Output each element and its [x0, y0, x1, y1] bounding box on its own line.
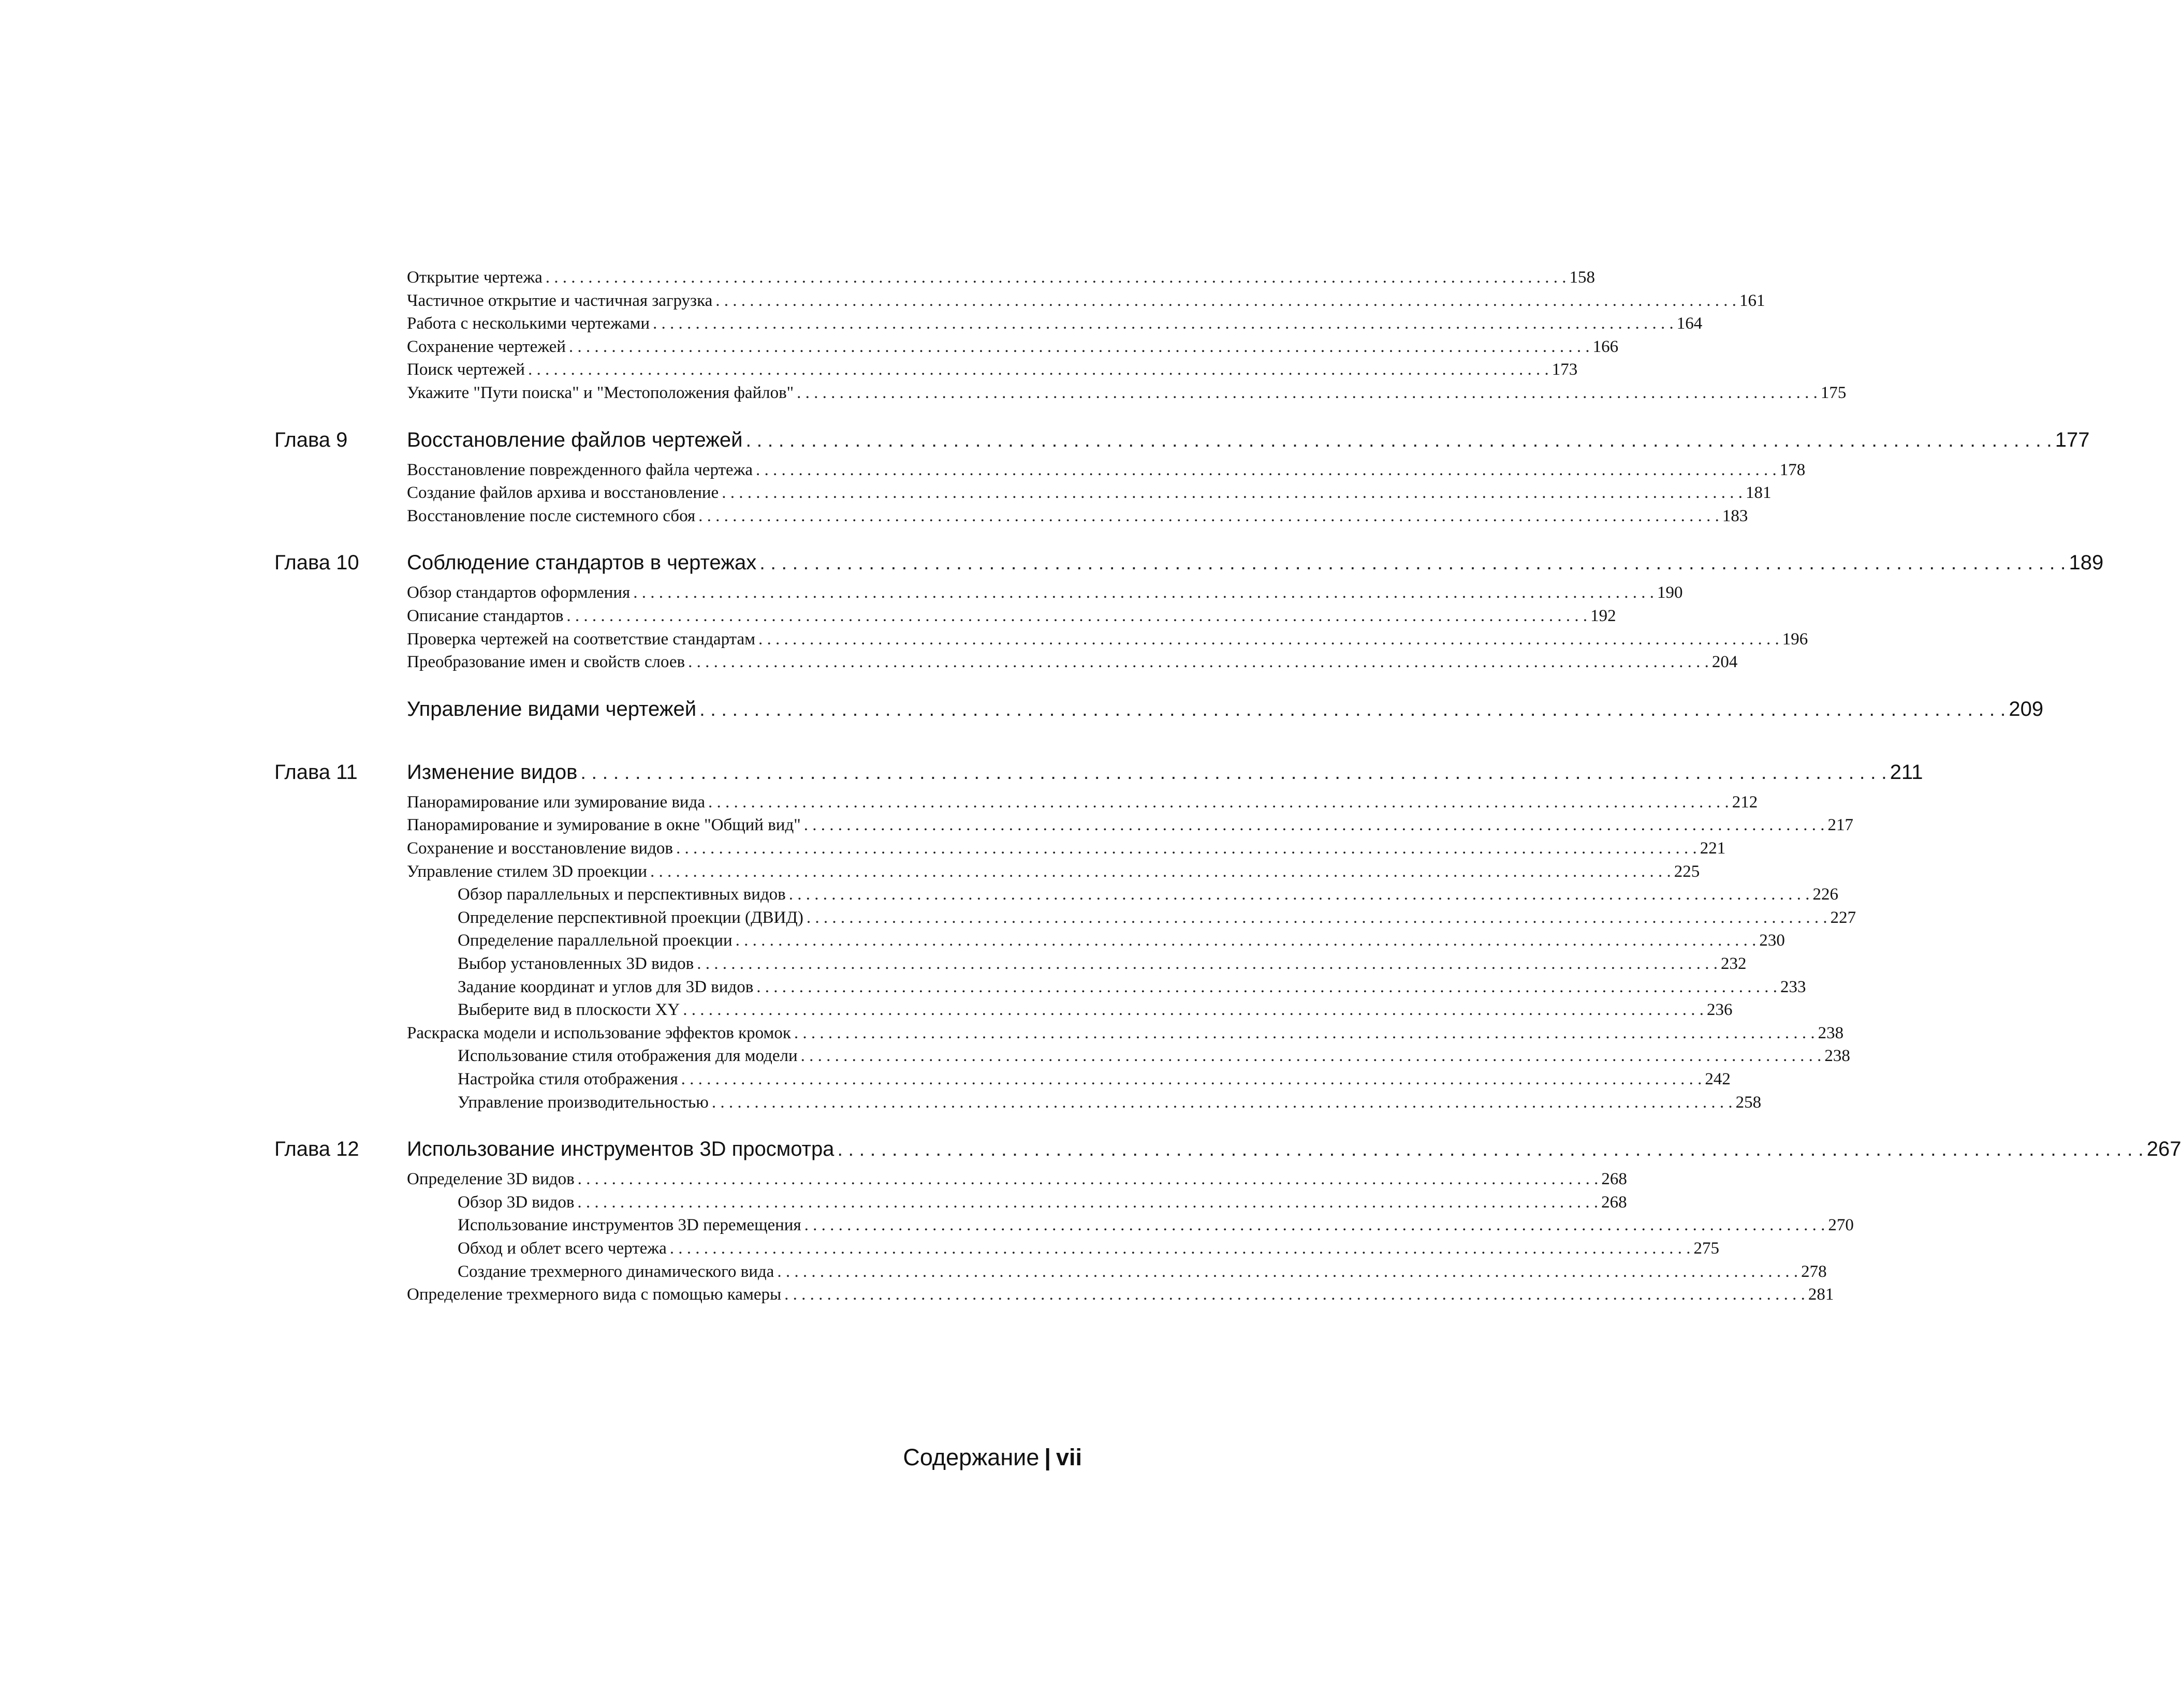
- toc-title: Использование инструментов 3D перемещения: [458, 1216, 801, 1235]
- dot-leader: . . . . . . . . . . . . . . . . . . . . . . . . . . . . . . . . . . . . . . . . . . . . . . . . . . . . . . . . . . . . . . . . . . . . . . . . . . . . . . . . . . . . . . . . . . . . . . . . . . . . . . . . . . . . . . . . . . . . . . . .: [777, 1262, 1798, 1281]
- dot-leader: . . . . . . . . . . . . . . . . . . . . . . . . . . . . . . . . . . . . . . . . . . . . . . . . . . . . . . . . . . . . . . . . . . . . . . . . . . . . . . . . . . . . . . . . . . . . . . . . . . . . . . . . . . . . . . . . . . . . . . . .: [697, 954, 1718, 973]
- dot-leader: . . . . . . . . . . . . . . . . . . . . . . . . . . . . . . . . . . . . . . . . . . . . . . . . . . . . . . . . . . . . . . . . . . . . . . . . . . . . . . . . . . . . . . . . . . . . . . . . . . . . . . . . . . . . . . . . . . . . . . . .: [722, 483, 1743, 503]
- toc-page-number: 236: [1706, 1000, 1733, 1020]
- dot-leader: . . . . . . . . . . . . . . . . . . . . . . . . . . . . . . . . . . . . . . . . . . . . . . . . . . . . . . . . . . . . . . . . . . . . . . . . . . . . . . . . . . . . . . . . . . . . . . . . . . . . . . . . . . . . . . . . . . . . . . . .: [577, 1192, 1599, 1212]
- toc-page-number: 268: [1601, 1192, 1627, 1212]
- toc-entry-row: [407, 1168, 1627, 1190]
- dot-leader: . . . . . . . . . . . . . . . . . . . . . . . . . . . . . . . . . . . . . . . . . . . . . . . . . . . . . . . . . . . . . . . . . . . . . . . . . . . . . . . . . . . . . . . . . . . . . . . . . . . . . . . . . . . . . . . . . . . . . . . .: [699, 698, 2006, 720]
- toc-entry-row: [407, 814, 1853, 836]
- toc-title: Определение 3D видов: [407, 1170, 575, 1189]
- dot-leader: . . . . . . . . . . . . . . . . . . . . . . . . . . . . . . . . . . . . . . . . . . . . . . . . . . . . . . . . . . . . . . . . . . . . . . . . . . . . . . . . . . . . . . . . . . . . . . . . . . . . . . . . . . . . . . . . . . . . . . . .: [806, 908, 1827, 927]
- toc-title: Обзор параллельных и перспективных видов: [458, 885, 786, 904]
- dot-leader: . . . . . . . . . . . . . . . . . . . . . . . . . . . . . . . . . . . . . . . . . . . . . . . . . . . . . . . . . . . . . . . . . . . . . . . . . . . . . . . . . . . . . . . . . . . . . . . . . . . . . . . . . . . . . . . . . . . . . . . .: [800, 1047, 1822, 1066]
- toc-entry-row: [407, 481, 1772, 504]
- dot-leader: . . . . . . . . . . . . . . . . . . . . . . . . . . . . . . . . . . . . . . . . . . . . . . . . . . . . . . . . . . . . . . . . . . . . . . . . . . . . . . . . . . . . . . . . . . . . . . . . . . . . . . . . . . . . . . . . . . . . . . . .: [759, 552, 2066, 575]
- dot-leader: . . . . . . . . . . . . . . . . . . . . . . . . . . . . . . . . . . . . . . . . . . . . . . . . . . . . . . . . . . . . . . . . . . . . . . . . . . . . . . . . . . . . . . . . . . . . . . . . . . . . . . . . . . . . . . . . . . . . . . . .: [745, 429, 2052, 451]
- toc-entry-row: [407, 381, 1847, 404]
- toc-title: Определение перспективной проекции (ДВИД): [458, 908, 803, 927]
- toc-entry-row: [458, 1044, 1850, 1067]
- toc-chapter-row: [407, 1136, 2181, 1162]
- toc-page-number: 166: [1592, 337, 1619, 356]
- toc-title: Определение трехмерного вида с помощью камеры: [407, 1285, 782, 1304]
- dot-leader: . . . . . . . . . . . . . . . . . . . . . . . . . . . . . . . . . . . . . . . . . . . . . . . . . . . . . . . . . . . . . . . . . . . . . . . . . . . . . . . . . . . . . . . . . . . . . . . . . . . . . . . . . . . . . . . . . . . . . . . .: [803, 816, 1825, 835]
- toc-title: Сохранение и восстановление видов: [407, 839, 673, 858]
- toc-entry-row: [458, 929, 1785, 952]
- toc-page-number: 242: [1705, 1070, 1731, 1088]
- toc-title: Выберите вид в плоскости XY: [458, 1000, 680, 1020]
- dot-leader: . . . . . . . . . . . . . . . . . . . . . . . . . . . . . . . . . . . . . . . . . . . . . . . . . . . . . . . . . . . . . . . . . . . . . . . . . . . . . . . . . . . . . . . . . . . . . . . . . . . . . . . . . . . . . . . . . . . . . . . .: [698, 506, 1719, 525]
- toc-title: Определение параллельной проекции: [458, 931, 733, 950]
- toc-entry-row: [407, 651, 1738, 673]
- dot-leader: . . . . . . . . . . . . . . . . . . . . . . . . . . . . . . . . . . . . . . . . . . . . . . . . . . . . . . . . . . . . . . . . . . . . . . . . . . . . . . . . . . . . . . . . . . . . . . . . . . . . . . . . . . . . . . . . . . . . . . . .: [633, 583, 1654, 602]
- toc-title: Укажите "Пути поиска" и "Местоположения файлов": [407, 384, 794, 402]
- toc-entry-row: [407, 266, 1596, 289]
- toc-entry-row: [407, 289, 1765, 312]
- dot-leader: . . . . . . . . . . . . . . . . . . . . . . . . . . . . . . . . . . . . . . . . . . . . . . . . . . . . . . . . . . . . . . . . . . . . . . . . . . . . . . . . . . . . . . . . . . . . . . . . . . . . . . . . . . . . . . . . . . . . . . . .: [756, 977, 1778, 996]
- dot-leader: . . . . . . . . . . . . . . . . . . . . . . . . . . . . . . . . . . . . . . . . . . . . . . . . . . . . . . . . . . . . . . . . . . . . . . . . . . . . . . . . . . . . . . . . . . . . . . . . . . . . . . . . . . . . . . . . . . . . . . . .: [653, 314, 1674, 333]
- toc-title: Открытие чертежа: [407, 268, 543, 287]
- toc-entry-row: [407, 505, 1748, 527]
- dot-leader: . . . . . . . . . . . . . . . . . . . . . . . . . . . . . . . . . . . . . . . . . . . . . . . . . . . . . . . . . . . . . . . . . . . . . . . . . . . . . . . . . . . . . . . . . . . . . . . . . . . . . . . . . . . . . . . . . . . . . . . .: [545, 268, 1567, 287]
- footer-separator: |: [1044, 1444, 1051, 1470]
- toc-title: Преобразование имен и свойств слоев: [407, 653, 685, 672]
- toc-page-number: 268: [1601, 1170, 1627, 1189]
- toc-page-number: 232: [1720, 954, 1747, 973]
- toc-entry-row: [407, 605, 1616, 627]
- toc-page-number: 189: [2069, 551, 2104, 575]
- toc-entry-row: [458, 1214, 1854, 1236]
- toc-title: Изменение видов: [407, 760, 578, 784]
- toc-entry-row: [458, 1068, 1731, 1091]
- toc-title: Использование инструментов 3D просмотра: [407, 1138, 835, 1161]
- toc-entry-row: [407, 791, 1758, 814]
- toc-page-number: 190: [1657, 583, 1683, 602]
- toc-page-number: 221: [1700, 839, 1726, 858]
- toc-title: Обзор стандартов оформления: [407, 583, 631, 602]
- toc-title: Раскраска модели и использование эффектов кромок: [407, 1023, 791, 1042]
- dot-leader: . . . . . . . . . . . . . . . . . . . . . . . . . . . . . . . . . . . . . . . . . . . . . . . . . . . . . . . . . . . . . . . . . . . . . . . . . . . . . . . . . . . . . . . . . . . . . . . . . . . . . . . . . . . . . . . . . . . . . . . .: [568, 337, 1590, 356]
- dot-leader: . . . . . . . . . . . . . . . . . . . . . . . . . . . . . . . . . . . . . . . . . . . . . . . . . . . . . . . . . . . . . . . . . . . . . . . . . . . . . . . . . . . . . . . . . . . . . . . . . . . . . . . . . . . . . . . . . . . . . . . .: [688, 653, 1709, 672]
- toc-entry-row: [458, 883, 1839, 906]
- toc-title: Обход и облет всего чертежа: [458, 1239, 667, 1258]
- dot-leader: . . . . . . . . . . . . . . . . . . . . . . . . . . . . . . . . . . . . . . . . . . . . . . . . . . . . . . . . . . . . . . . . . . . . . . . . . . . . . . . . . . . . . . . . . . . . . . . . . . . . . . . . . . . . . . . . . . . . . . . .: [683, 1000, 1704, 1020]
- toc-page-number: 158: [1569, 268, 1596, 287]
- toc-title: Частичное открытие и частичная загрузка: [407, 291, 713, 310]
- toc-entry-row: [458, 1237, 1719, 1260]
- dot-leader: . . . . . . . . . . . . . . . . . . . . . . . . . . . . . . . . . . . . . . . . . . . . . . . . . . . . . . . . . . . . . . . . . . . . . . . . . . . . . . . . . . . . . . . . . . . . . . . . . . . . . . . . . . . . . . . . . . . . . . . .: [577, 1170, 1599, 1189]
- toc-page-number: 164: [1676, 314, 1703, 333]
- toc-page-number: 238: [1818, 1023, 1844, 1042]
- toc-page-number: 238: [1824, 1047, 1850, 1066]
- toc-chapter-row: [407, 759, 1923, 786]
- toc-page-number: 196: [1782, 629, 1808, 649]
- dot-leader: . . . . . . . . . . . . . . . . . . . . . . . . . . . . . . . . . . . . . . . . . . . . . . . . . . . . . . . . . . . . . . . . . . . . . . . . . . . . . . . . . . . . . . . . . . . . . . . . . . . . . . . . . . . . . . . . . . . . . . . .: [681, 1070, 1702, 1088]
- dot-leader: . . . . . . . . . . . . . . . . . . . . . . . . . . . . . . . . . . . . . . . . . . . . . . . . . . . . . . . . . . . . . . . . . . . . . . . . . . . . . . . . . . . . . . . . . . . . . . . . . . . . . . . . . . . . . . . . . . . . . . . .: [566, 607, 1588, 625]
- toc-page-number: 178: [1779, 460, 1806, 479]
- toc-page-number: 212: [1732, 792, 1758, 812]
- toc-title: Поиск чертежей: [407, 360, 525, 379]
- toc-title: Управление стилем 3D проекции: [407, 862, 648, 881]
- toc-chapter-row: [407, 696, 2044, 723]
- toc-title: Описание стандартов: [407, 607, 564, 625]
- toc-title: Проверка чертежей на соответствие стандартам: [407, 629, 755, 649]
- toc-entry-row: [407, 581, 1683, 604]
- toc-title: Выбор установленных 3D видов: [458, 954, 694, 973]
- toc-title: Управление производительностью: [458, 1093, 709, 1112]
- dot-leader: . . . . . . . . . . . . . . . . . . . . . . . . . . . . . . . . . . . . . . . . . . . . . . . . . . . . . . . . . . . . . . . . . . . . . . . . . . . . . . . . . . . . . . . . . . . . . . . . . . . . . . . . . . . . . . . . . . . . . . . .: [837, 1139, 2144, 1161]
- dot-leader: . . . . . . . . . . . . . . . . . . . . . . . . . . . . . . . . . . . . . . . . . . . . . . . . . . . . . . . . . . . . . . . . . . . . . . . . . . . . . . . . . . . . . . . . . . . . . . . . . . . . . . . . . . . . . . . . . . . . . . . .: [676, 839, 1697, 858]
- toc-page-number: 175: [1820, 384, 1847, 402]
- dot-leader: . . . . . . . . . . . . . . . . . . . . . . . . . . . . . . . . . . . . . . . . . . . . . . . . . . . . . . . . . . . . . . . . . . . . . . . . . . . . . . . . . . . . . . . . . . . . . . . . . . . . . . . . . . . . . . . . . . . . . . . .: [758, 629, 1779, 649]
- toc-title: Восстановление после системного сбоя: [407, 506, 696, 525]
- toc-entry-row: [458, 1091, 1762, 1114]
- toc-title: Создание файлов архива и восстановление: [407, 483, 719, 503]
- toc-page-number: 211: [1890, 760, 1923, 784]
- toc-entry-row: [407, 628, 1808, 651]
- toc-page-number: 181: [1745, 483, 1772, 503]
- dot-leader: . . . . . . . . . . . . . . . . . . . . . . . . . . . . . . . . . . . . . . . . . . . . . . . . . . . . . . . . . . . . . . . . . . . . . . . . . . . . . . . . . . . . . . . . . . . . . . . . . . . . . . . . . . . . . . . . . . . . . . . .: [669, 1239, 1691, 1258]
- toc-title: Работа с несколькими чертежами: [407, 314, 650, 333]
- toc-page-number: 217: [1827, 816, 1853, 835]
- dot-leader: . . . . . . . . . . . . . . . . . . . . . . . . . . . . . . . . . . . . . . . . . . . . . . . . . . . . . . . . . . . . . . . . . . . . . . . . . . . . . . . . . . . . . . . . . . . . . . . . . . . . . . . . . . . . . . . . . . . . . . . .: [711, 1093, 1733, 1112]
- dot-leader: . . . . . . . . . . . . . . . . . . . . . . . . . . . . . . . . . . . . . . . . . . . . . . . . . . . . . . . . . . . . . . . . . . . . . . . . . . . . . . . . . . . . . . . . . . . . . . . . . . . . . . . . . . . . . . . . . . . . . . . .: [784, 1285, 1805, 1304]
- toc-entry-row: [407, 312, 1703, 335]
- toc-entry-row: [458, 1260, 1827, 1283]
- toc-page-number: 209: [2009, 697, 2044, 720]
- chapter-label: Глава 9: [274, 428, 348, 451]
- toc-page-number: 173: [1551, 360, 1578, 379]
- chapter-label: Глава 12: [274, 1138, 359, 1161]
- toc-title: Панорамирование или зумирование вида: [407, 792, 706, 812]
- toc-page-number: 177: [2055, 428, 2090, 451]
- toc-page-number: 275: [1693, 1239, 1719, 1258]
- toc-title: Восстановление файлов чертежей: [407, 428, 743, 451]
- dot-leader: . . . . . . . . . . . . . . . . . . . . . . . . . . . . . . . . . . . . . . . . . . . . . . . . . . . . . . . . . . . . . . . . . . . . . . . . . . . . . . . . . . . . . . . . . . . . . . . . . . . . . . . . . . . . . . . . . . . . . . . .: [794, 1023, 1815, 1042]
- toc-page-number: 225: [1674, 862, 1700, 881]
- dot-leader: . . . . . . . . . . . . . . . . . . . . . . . . . . . . . . . . . . . . . . . . . . . . . . . . . . . . . . . . . . . . . . . . . . . . . . . . . . . . . . . . . . . . . . . . . . . . . . . . . . . . . . . . . . . . . . . . . . . . . . . .: [715, 291, 1737, 310]
- toc-page-number: 204: [1711, 653, 1738, 672]
- toc-title: Управление видами чертежей: [407, 697, 697, 720]
- dot-leader: . . . . . . . . . . . . . . . . . . . . . . . . . . . . . . . . . . . . . . . . . . . . . . . . . . . . . . . . . . . . . . . . . . . . . . . . . . . . . . . . . . . . . . . . . . . . . . . . . . . . . . . . . . . . . . . . . . . . . . . .: [804, 1216, 1825, 1235]
- dot-leader: . . . . . . . . . . . . . . . . . . . . . . . . . . . . . . . . . . . . . . . . . . . . . . . . . . . . . . . . . . . . . . . . . . . . . . . . . . . . . . . . . . . . . . . . . . . . . . . . . . . . . . . . . . . . . . . . . . . . . . . .: [788, 885, 1810, 904]
- toc-chapter-row: [407, 426, 2090, 453]
- toc-title: Задание координат и углов для 3D видов: [458, 977, 754, 996]
- dot-leader: . . . . . . . . . . . . . . . . . . . . . . . . . . . . . . . . . . . . . . . . . . . . . . . . . . . . . . . . . . . . . . . . . . . . . . . . . . . . . . . . . . . . . . . . . . . . . . . . . . . . . . . . . . . . . . . . . . . . . . . .: [580, 761, 1887, 784]
- toc-title: Настройка стиля отображения: [458, 1070, 678, 1088]
- toc-entry-row: [458, 998, 1733, 1021]
- toc-title: Восстановление поврежденного файла чертежа: [407, 460, 753, 479]
- toc-entry-row: [407, 459, 1806, 481]
- toc-page-number: 183: [1722, 506, 1748, 525]
- toc-page-number: 267: [2146, 1138, 2181, 1161]
- toc-entry-row: [407, 837, 1726, 860]
- toc-page-number: 226: [1812, 885, 1839, 904]
- chapter-label: Глава 11: [274, 760, 358, 784]
- toc-page-number: 233: [1780, 977, 1806, 996]
- dot-leader: . . . . . . . . . . . . . . . . . . . . . . . . . . . . . . . . . . . . . . . . . . . . . . . . . . . . . . . . . . . . . . . . . . . . . . . . . . . . . . . . . . . . . . . . . . . . . . . . . . . . . . . . . . . . . . . . . . . . . . . .: [650, 862, 1671, 881]
- toc-title: Сохранение чертежей: [407, 337, 566, 356]
- toc-entry-row: [458, 906, 1856, 929]
- dot-leader: . . . . . . . . . . . . . . . . . . . . . . . . . . . . . . . . . . . . . . . . . . . . . . . . . . . . . . . . . . . . . . . . . . . . . . . . . . . . . . . . . . . . . . . . . . . . . . . . . . . . . . . . . . . . . . . . . . . . . . . .: [756, 460, 1777, 479]
- dot-leader: . . . . . . . . . . . . . . . . . . . . . . . . . . . . . . . . . . . . . . . . . . . . . . . . . . . . . . . . . . . . . . . . . . . . . . . . . . . . . . . . . . . . . . . . . . . . . . . . . . . . . . . . . . . . . . . . . . . . . . . .: [735, 931, 1756, 950]
- toc-page-number: 278: [1801, 1262, 1827, 1281]
- toc-chapter-row: [407, 549, 2104, 576]
- footer-section-title: Содержание: [903, 1444, 1040, 1470]
- toc-entry-row: [458, 952, 1747, 975]
- toc-page-number: 227: [1830, 908, 1856, 927]
- dot-leader: . . . . . . . . . . . . . . . . . . . . . . . . . . . . . . . . . . . . . . . . . . . . . . . . . . . . . . . . . . . . . . . . . . . . . . . . . . . . . . . . . . . . . . . . . . . . . . . . . . . . . . . . . . . . . . . . . . . . . . . .: [528, 360, 1549, 379]
- toc-entry-row: [407, 358, 1578, 381]
- footer-page-number: vii: [1056, 1444, 1082, 1470]
- dot-leader: . . . . . . . . . . . . . . . . . . . . . . . . . . . . . . . . . . . . . . . . . . . . . . . . . . . . . . . . . . . . . . . . . . . . . . . . . . . . . . . . . . . . . . . . . . . . . . . . . . . . . . . . . . . . . . . . . . . . . . . .: [797, 384, 1818, 402]
- toc-title: Использование стиля отображения для модели: [458, 1047, 798, 1066]
- toc-page-number: 258: [1735, 1093, 1762, 1112]
- toc-title: Обзор 3D видов: [458, 1192, 575, 1212]
- chapter-label: Глава 10: [274, 551, 359, 575]
- toc-entry-row: [407, 1022, 1844, 1044]
- toc-page-number: 192: [1590, 607, 1616, 625]
- page-footer: [903, 1444, 1082, 1471]
- toc-entry-row: [407, 335, 1619, 358]
- toc-title: Соблюдение стандартов в чертежах: [407, 551, 757, 575]
- toc-page-number: 281: [1808, 1285, 1834, 1304]
- toc-title: Создание трехмерного динамического вида: [458, 1262, 774, 1281]
- toc-page-number: 230: [1759, 931, 1785, 950]
- toc-entry-row: [407, 1283, 1834, 1306]
- toc-page-number: 161: [1739, 291, 1765, 310]
- toc-entry-row: [458, 1191, 1627, 1214]
- dot-leader: . . . . . . . . . . . . . . . . . . . . . . . . . . . . . . . . . . . . . . . . . . . . . . . . . . . . . . . . . . . . . . . . . . . . . . . . . . . . . . . . . . . . . . . . . . . . . . . . . . . . . . . . . . . . . . . . . . . . . . . .: [708, 792, 1729, 812]
- toc-entry-row: [458, 976, 1806, 998]
- toc-page-number: 270: [1828, 1216, 1854, 1235]
- toc-title: Панорамирование и зумирование в окне "Общий вид": [407, 816, 801, 835]
- toc-entry-row: [407, 860, 1700, 883]
